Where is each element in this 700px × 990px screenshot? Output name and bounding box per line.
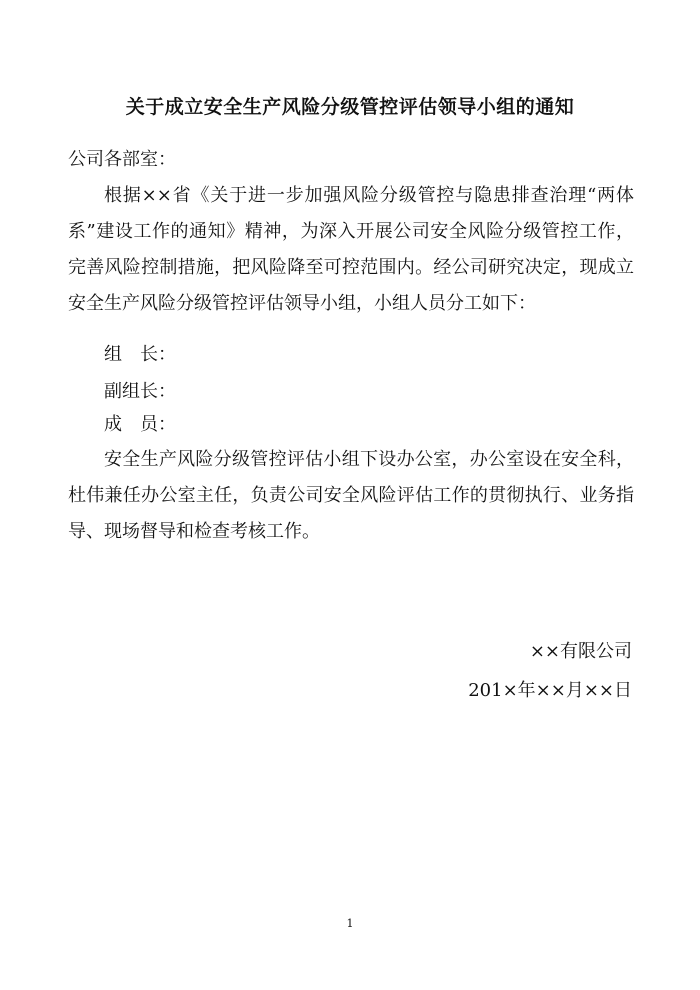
- signature-date: 201×年××月××日: [468, 680, 632, 701]
- role-deputy-leader: 副组长：: [104, 381, 176, 402]
- role-members: 成 员：: [104, 414, 176, 435]
- role-leader: 组 长：: [104, 344, 176, 365]
- document-title: 关于成立安全生产风险分级管控评估领导小组的通知: [125, 96, 575, 118]
- page-number: 1: [346, 917, 354, 930]
- salutation: 公司各部室：: [68, 149, 176, 170]
- paragraph-office: 安全生产风险分级管控评估小组下设办公室，办公室设在安全科，杜伟兼任办公室主任，负责公司安全风险评估工作的贯彻执行、业务指导、现场督导和检查考核工作。: [68, 449, 634, 542]
- paragraph-intro: 根据××省《关于进一步加强风险分级管控与隐患排查治理“两体系”建设工作的通知》精神，为深入开展公司安全风险分级管控工作，完善风险控制措施，把风险降至可控范围内。经公司研究决定，现成立安全生产风险分级管控评估领导小组，小组人员分工如下：: [68, 185, 634, 314]
- signature-company: ××有限公司: [529, 641, 632, 662]
